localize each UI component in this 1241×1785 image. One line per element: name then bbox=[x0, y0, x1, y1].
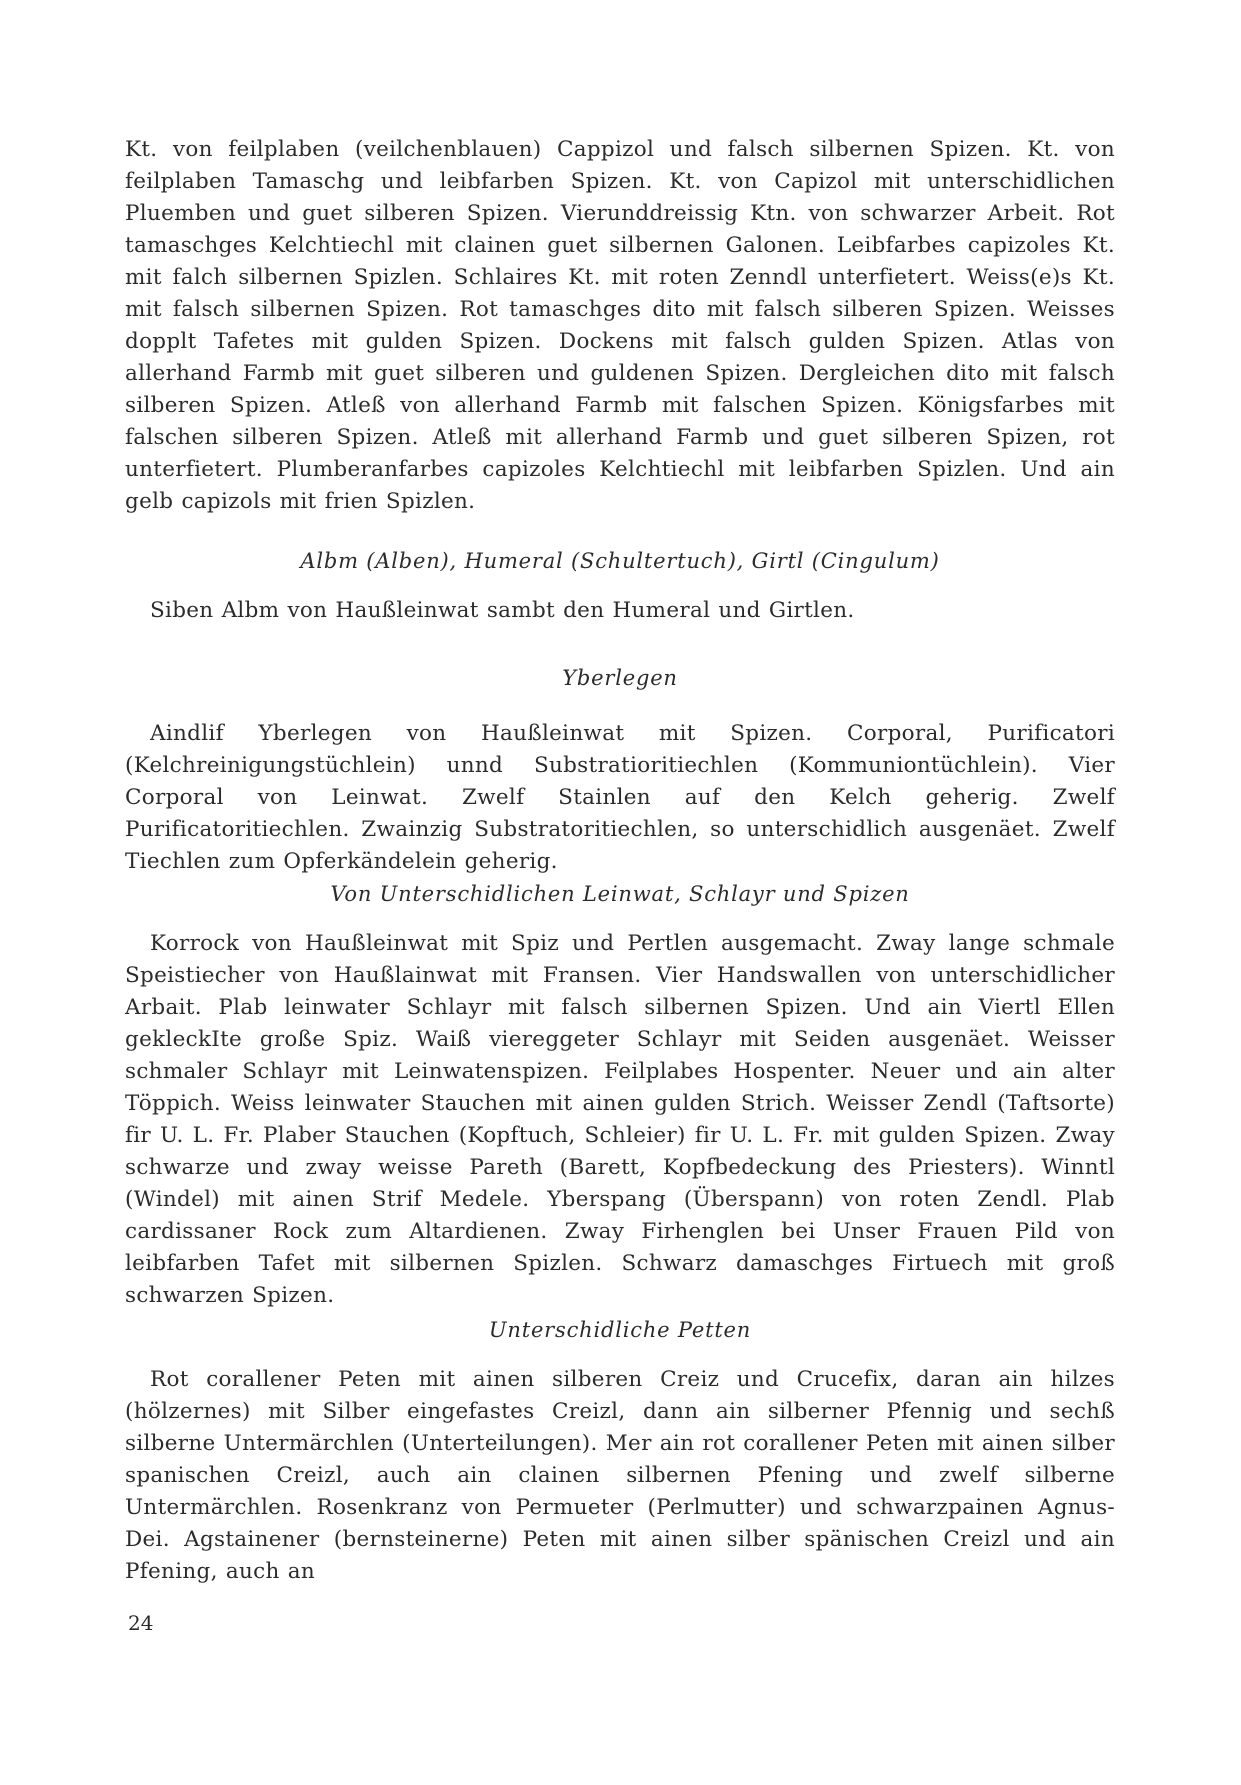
section-body-yberlegen: Aindlif Yberlegen von Haußleinwat mit Spizen. Corporal, Purificatori (Kelchreinigungstüchlein) unnd Substratioritiechlen (Kommuniontüchlein). Vier Corporal von Leinwat. Zwelf Stainlen auf den Kelch geherig. Zwelf Purificatoritiechlen. Zwainzig Substratoritiechlen, so unterschidlich ausgenäet. Zwelf Tiechlen zum Opferkändelein geherig. bbox=[125, 721, 1115, 874]
section-heading-yberlegen: Yberlegen bbox=[562, 666, 678, 690]
page-number: 24 bbox=[128, 1611, 154, 1635]
section-body-leinwat: Korrock von Haußleinwat mit Spiz und Pertlen ausgemacht. Zway lange schmale Speistiecher von Haußlainwat mit Fransen. Vier Handswallen von unterschidlicher Arbait. Plab leinwater Schlayr mit falsch silbernen Spizen. Und ain Viertl Ellen gekleckIte große Spiz. Waiß viereggeter Schlayr mit Seiden ausgenäet. Weisser schmaler Schlayr mit Leinwatenspizen. Feilplabes Hospenter. Neuer und ain alter Töppich. Weiss leinwater Stauchen mit ainen gulden Strich. Weisser Zendl (Taftsorte) fir U. L. Fr. Plaber Stauchen (Kopftuch, Schleier) fir U. L. Fr. mit gulden Spizen. Zway schwarze und zway weisse Pareth (Barett, Kopfbedeckung des Priesters). Winntl (Windel) mit ainen Strif Medele. Yberspang (Überspann) von roten Zendl. Plab cardissaner Rock zum Altardienen. Zway Firhenglen bei Unser Frauen Pild von leibfarben Tafet mit silbernen Spizlen. Schwarz damaschges Firtuech mit groß schwarzen Spizen. bbox=[125, 931, 1115, 1308]
intro-paragraph: Kt. von feilplaben (veilchenblauen) Cappizol und falsch silbernen Spizen. Kt. von feilplaben Tamaschg und leibfarben Spizen. Kt. von Capizol mit unterschidlichen Pluemben und guet silberen Spizen. Vierunddreissig Ktn. von schwarzer Arbeit. Rot tamaschges Kelchtiechl mit clainen guet silbernen Galonen. Leibfarbes capizoles Kt. mit falch silbernen Spizlen. Schlaires Kt. mit roten Zenndl unterfietert. Weiss(e)s Kt. mit falsch silbernen Spizen. Rot tamaschges dito mit falsch silberen Spizen. Weisses dopplt Tafetes mit gulden Spizen. Dockens mit falsch gulden Spizen. Atlas von allerhand Farmb mit guet silberen und guldenen Spizen. Dergleichen dito mit falsch silberen Spizen. Atleß von allerhand Farmb mit falschen Spizen. Königsfarbes mit falschen silberen Spizen. Atleß mit allerhand Farmb und guet silberen Spizen, rot unterfietert. Plumberanfarbes capizoles Kelchtiechl mit leibfarben Spizlen. Und ain gelb capizols mit frien Spizlen. bbox=[125, 137, 1115, 514]
section-heading-alben: Albm (Alben), Humeral (Schultertuch), Girtl (Cingulum) bbox=[300, 549, 940, 573]
section-body-petten: Rot corallener Peten mit ainen silberen Creiz und Crucefix, daran ain hilzes (hölzernes) mit Silber eingefastes Creizl, dann ain silberner Pfennig und sechß silberne Untermärchlen (Unterteilungen). Mer ain rot corallener Peten mit ainen silber spanischen Creizl, auch ain clainen silbernen Pfening und zwelf silberne Untermärchlen. Rosenkranz von Permueter (Perlmutter) und schwarzpainen Agnus-Dei. Agstainener (bernsteinerne) Peten mit ainen silber spänischen Creizl und ain Pfening, auch an bbox=[125, 1367, 1115, 1584]
section-heading-leinwat: Von Unterschidlichen Leinwat, Schlayr und Spizen bbox=[330, 882, 910, 906]
section-body-alben: Siben Albm von Haußleinwat sambt den Humeral und Girtlen. bbox=[150, 598, 855, 623]
section-heading-petten: Unterschidliche Petten bbox=[488, 1318, 752, 1342]
page-content bbox=[125, 134, 1115, 1588]
